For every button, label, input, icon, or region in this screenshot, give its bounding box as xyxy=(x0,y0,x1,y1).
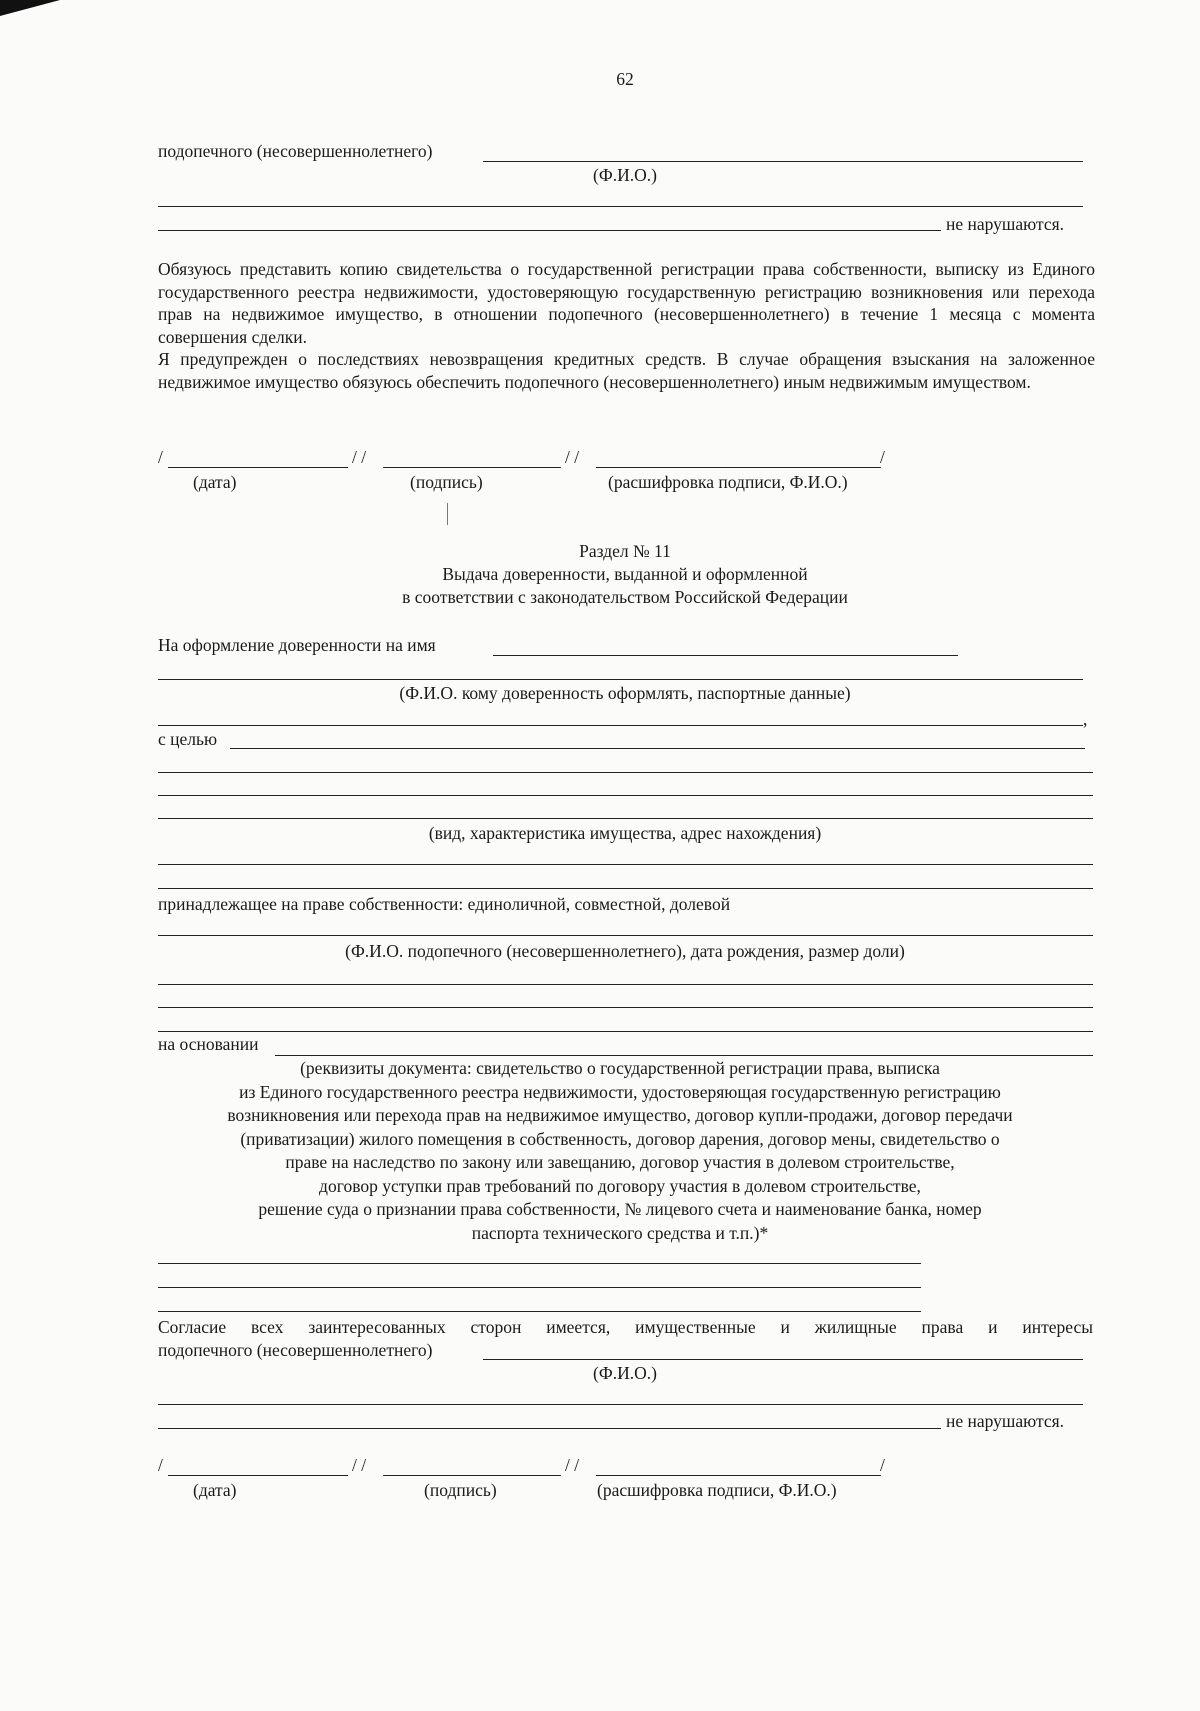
basis-doc-line-1[interactable] xyxy=(158,1263,921,1264)
basis-caption-line: договор уступки прав требований по договору участия в долевом строительстве, xyxy=(319,1175,921,1196)
blank-line[interactable] xyxy=(158,1404,1083,1405)
basis-caption-line: праве на наследство по закону или завещанию, договор участия в долевом строительстве, xyxy=(285,1152,955,1172)
poa-name-line[interactable] xyxy=(493,655,958,656)
basis-caption-line: возникновения или перехода прав на недвижимое имущество, договор купли-продажи, договор передачи xyxy=(227,1105,1013,1125)
basis-caption-line: (приватизации) жилого помещения в собственность, договор дарения, договор мены, свидетельство о xyxy=(240,1128,1000,1149)
sig1-slash-end: / xyxy=(880,447,885,467)
poa-label: На оформление доверенности на имя xyxy=(158,635,436,655)
poa-line-2[interactable] xyxy=(158,679,1083,680)
page-number: 62 xyxy=(616,69,634,89)
sig1-slash-start: / xyxy=(158,447,163,467)
property-caption: (вид, характеристика имущества, адрес нахождения) xyxy=(428,823,822,843)
blank-line[interactable] xyxy=(158,230,941,231)
basis-caption-line: решение суда о признании права собственности, № лицевого счета и наименование банка, номер xyxy=(258,1199,982,1219)
owner-line-2[interactable] xyxy=(158,1007,1093,1008)
sig1-slash-2: / / xyxy=(565,447,580,467)
purpose-line-4[interactable] xyxy=(158,818,1093,819)
sig1-slash-1: / / xyxy=(352,447,367,467)
sig2-sign-line[interactable] xyxy=(383,1475,561,1476)
section-title-line-2: в соответствии с законодательством Российской Федерации xyxy=(402,587,848,607)
poa-caption: (Ф.И.О. кому доверенность оформлять, паспортные данные) xyxy=(399,683,851,703)
obligation-paragraph-2: Я предупрежден о последствиях невозвращения кредитных средств. В случае обращения взыскания на заложенное недвижимое имущество обязуюсь обеспечить подопечного (несовершеннолетнего) иным недвижимым имуществом. xyxy=(158,349,1095,392)
sig1-sign-caption: (подпись) xyxy=(410,472,483,492)
owner-line-3[interactable] xyxy=(158,1031,1093,1032)
basis-doc-line-2[interactable] xyxy=(158,1287,921,1288)
sig1-sign-line[interactable] xyxy=(383,467,561,468)
ward-label-top: подопечного (несовершеннолетнего) xyxy=(158,141,433,161)
sig2-date-caption: (дата) xyxy=(193,1480,237,1500)
purpose-line-2[interactable] xyxy=(158,772,1093,773)
scan-corner-mark xyxy=(0,0,60,16)
basis-caption xyxy=(150,1057,1090,1245)
sig2-date-line[interactable] xyxy=(168,1475,348,1476)
property-line-2[interactable] xyxy=(158,888,1093,889)
sig2-slash-end: / xyxy=(880,1455,885,1475)
purpose-line-1[interactable] xyxy=(230,748,1085,749)
not-violated-bottom: не нарушаются. xyxy=(946,1411,1065,1431)
sig1-date-line[interactable] xyxy=(168,467,348,468)
ownership-line[interactable] xyxy=(158,935,1093,936)
sig2-slash-start: / xyxy=(158,1455,163,1475)
basis-caption-line: из Единого государственного реестра недвижимости, удостоверяющая государственную регистрацию xyxy=(239,1081,1001,1102)
sig2-sign-caption: (подпись) xyxy=(424,1480,497,1500)
obligation-text xyxy=(158,258,1095,393)
owner-caption: (Ф.И.О. подопечного (несовершеннолетнего), дата рождения, размер доли) xyxy=(345,941,905,961)
owner-line-1[interactable] xyxy=(158,984,1093,985)
sig1-decode-line[interactable] xyxy=(596,467,881,468)
fio-caption-bottom: (Ф.И.О.) xyxy=(593,1363,657,1383)
section-title-line-1: Выдача доверенности, выданной и оформленной xyxy=(442,564,808,584)
purpose-label: с целью xyxy=(158,729,218,749)
sig2-decode-caption: (расшифровка подписи, Ф.И.О.) xyxy=(597,1480,837,1500)
blank-line[interactable] xyxy=(158,206,1083,207)
sig2-slash-2: / / xyxy=(565,1455,580,1475)
sig1-date-caption: (дата) xyxy=(193,472,237,492)
sig2-slash-1: / / xyxy=(352,1455,367,1475)
sig1-decode-caption: (расшифровка подписи, Ф.И.О.) xyxy=(608,472,848,492)
purpose-line-3[interactable] xyxy=(158,795,1093,796)
basis-caption-line: паспорта технического средства и т.п.)* xyxy=(471,1222,769,1243)
section-number: Раздел № 11 xyxy=(579,541,671,561)
ward-name-line-top[interactable] xyxy=(483,161,1083,162)
basis-doc-line-3[interactable] xyxy=(158,1311,921,1312)
basis-label: на основании xyxy=(158,1034,259,1054)
ward-name-line-bottom[interactable] xyxy=(483,1359,1083,1360)
blank-line[interactable] xyxy=(158,1428,941,1429)
basis-caption-line: (реквизиты документа: свидетельство о государственной регистрации права, выписка xyxy=(300,1058,940,1078)
scan-artifact-tick xyxy=(447,503,448,525)
ownership-label: принадлежащее на праве собственности: единоличной, совместной, долевой xyxy=(158,894,731,914)
consent-text: Согласие всех заинтересованных сторон имеется, имущественные и жилищные права и интересы xyxy=(158,1317,1093,1337)
poa-line-3[interactable] xyxy=(158,725,1083,726)
property-line-1[interactable] xyxy=(158,864,1093,865)
ward-label-bottom: подопечного (несовершеннолетнего) xyxy=(158,1340,433,1360)
fio-caption-top: (Ф.И.О.) xyxy=(593,165,657,185)
sig2-decode-line[interactable] xyxy=(596,1475,881,1476)
poa-comma: , xyxy=(1083,709,1088,729)
basis-line[interactable] xyxy=(275,1055,1093,1056)
not-violated-top: не нарушаются. xyxy=(946,214,1065,234)
obligation-paragraph-1: Обязуюсь представить копию свидетельства о государственной регистрации права собственности, выписку из Единого государственного реестра недвижимости, удостоверяющую государственную регистрацию возникновения или перехода прав на недвижимое имущество, в отношении подопечного (несовершеннолетнего) в течение 1 месяца с момента совершения сделки. xyxy=(158,259,1095,347)
